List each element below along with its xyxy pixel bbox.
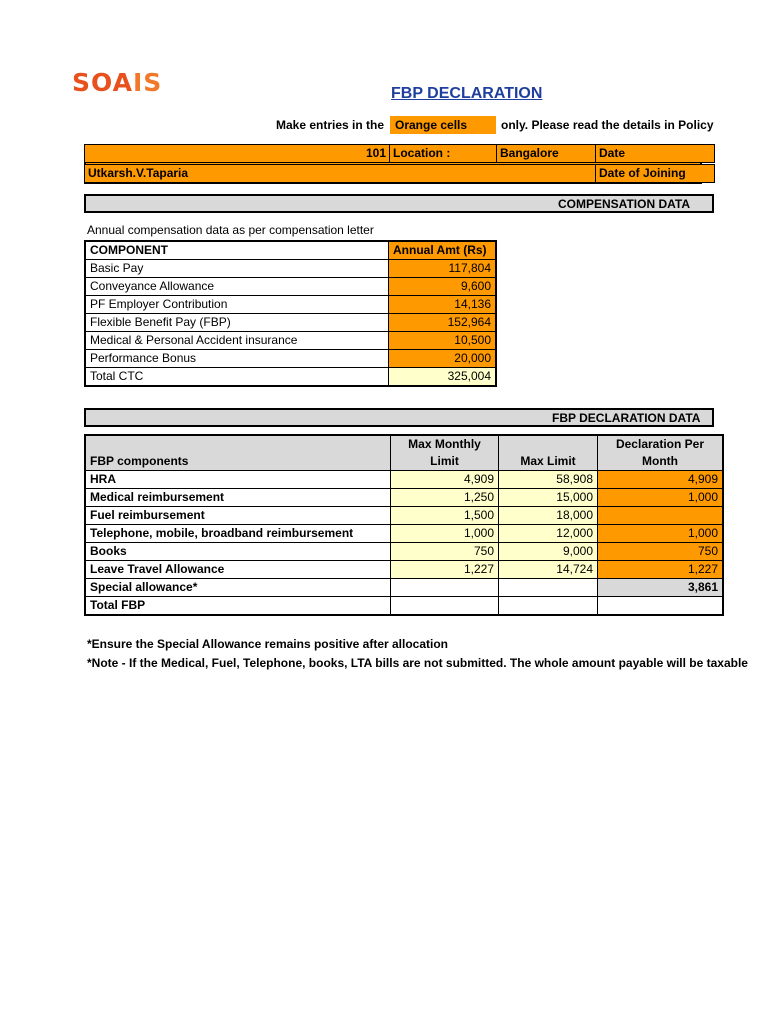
fbp-max-limit: 58,908: [499, 471, 598, 489]
location-value: Bangalore: [500, 146, 559, 160]
total-max-empty: [499, 597, 598, 616]
total-ctc-row: [85, 368, 496, 387]
total-ctc-label: Total CTC: [85, 368, 389, 387]
fbp-max-monthly: 1,227: [391, 561, 499, 579]
max-limit-column-header: Max Limit: [499, 435, 598, 471]
fbp-component-name: Leave Travel Allowance: [85, 561, 391, 579]
component-amount[interactable]: 9,600: [389, 278, 497, 296]
special-max-empty: [499, 579, 598, 597]
soais-logo: [72, 70, 162, 96]
instruction-after: only. Please read the details in Policy: [501, 118, 714, 132]
component-column-header: COMPONENT: [85, 241, 389, 260]
fbp-components-column-header: FBP components: [85, 435, 391, 471]
component-amount[interactable]: 20,000: [389, 350, 497, 368]
employee-id-cell[interactable]: [84, 144, 390, 163]
employee-id: 101: [365, 146, 386, 160]
total-fbp-label: Total FBP: [85, 597, 391, 616]
compensation-table-header: [85, 241, 496, 260]
fbp-component-name: Books: [85, 543, 391, 561]
fbp-header-bar: [84, 408, 714, 427]
fbp-declaration[interactable]: 4,909: [598, 471, 724, 489]
employee-name: Utkarsh.V.Taparia: [88, 166, 189, 180]
component-name: Medical & Personal Accident insurance: [85, 332, 389, 350]
component-amount[interactable]: 117,804: [389, 260, 497, 278]
special-allowance-label: Special allowance*: [85, 579, 391, 597]
table-row: [85, 543, 723, 561]
compensation-note: Annual compensation data as per compensation letter: [87, 223, 374, 237]
fbp-max-limit: 15,000: [499, 489, 598, 507]
table-row: [85, 471, 723, 489]
fbp-declaration[interactable]: 1,000: [598, 525, 724, 543]
instruction-before: Make entries in the: [276, 118, 385, 132]
table-row: [85, 350, 496, 368]
special-allowance-value: 3,861: [598, 579, 724, 597]
fbp-declaration[interactable]: 1,000: [598, 489, 724, 507]
compensation-table: [84, 240, 497, 387]
component-amount[interactable]: 14,136: [389, 296, 497, 314]
location-value-cell[interactable]: [496, 144, 596, 163]
logo-part-1: SOA: [72, 68, 133, 97]
component-name: Basic Pay: [85, 260, 389, 278]
location-label-cell: [389, 144, 497, 163]
instruction-highlight-cell: [390, 116, 496, 134]
total-ctc-amount: 325,004: [389, 368, 497, 387]
fbp-max-limit: 9,000: [499, 543, 598, 561]
max-monthly-line2: Limit: [430, 454, 459, 468]
joining-label: Date of Joining: [599, 166, 686, 180]
date-label: Date: [599, 146, 626, 160]
fbp-component-name: Fuel reimbursement: [85, 507, 391, 525]
table-row: [85, 296, 496, 314]
fbp-max-limit: 18,000: [499, 507, 598, 525]
logo-part-2: IS: [132, 68, 163, 97]
total-monthly-empty: [391, 597, 499, 616]
fbp-max-limit: 14,724: [499, 561, 598, 579]
table-row: [85, 278, 496, 296]
fbp-table: [84, 434, 724, 616]
fbp-max-monthly: 1,000: [391, 525, 499, 543]
fbp-header: FBP DECLARATION DATA: [552, 411, 701, 425]
table-row: [85, 525, 723, 543]
declaration-line1: Declaration Per: [615, 437, 705, 451]
fbp-declaration[interactable]: 750: [598, 543, 724, 561]
location-label: Location :: [393, 146, 451, 160]
total-fbp-row: [85, 597, 723, 616]
annual-amount-column-header: Annual Amt (Rs): [389, 241, 497, 260]
joining-label-cell: [595, 164, 715, 183]
table-row: [85, 332, 496, 350]
special-monthly-empty: [391, 579, 499, 597]
fbp-component-name: Medical reimbursement: [85, 489, 391, 507]
compensation-header: COMPENSATION DATA: [558, 197, 690, 211]
declaration-line2: Month: [642, 454, 678, 468]
table-row: [85, 561, 723, 579]
component-name: Flexible Benefit Pay (FBP): [85, 314, 389, 332]
fbp-declaration[interactable]: 1,227: [598, 561, 724, 579]
fbp-component-name: Telephone, mobile, broadband reimbursement: [85, 525, 391, 543]
fbp-component-name: HRA: [85, 471, 391, 489]
component-name: Performance Bonus: [85, 350, 389, 368]
fbp-max-monthly: 750: [391, 543, 499, 561]
component-name: Conveyance Allowance: [85, 278, 389, 296]
table-row: [85, 260, 496, 278]
declaration-column-header: [598, 435, 724, 471]
employee-name-cell[interactable]: [84, 164, 597, 183]
note-bills-taxable: *Note - If the Medical, Fuel, Telephone, books, LTA bills are not submitted. The whole amount payable will be taxable: [87, 656, 748, 670]
fbp-table-header: [85, 435, 723, 471]
table-row: [85, 507, 723, 525]
component-amount[interactable]: 10,500: [389, 332, 497, 350]
component-name: PF Employer Contribution: [85, 296, 389, 314]
compensation-header-bar: [84, 194, 714, 213]
fbp-max-monthly: 1,250: [391, 489, 499, 507]
total-decl-empty: [598, 597, 724, 616]
date-label-cell: [595, 144, 715, 163]
table-row: [85, 489, 723, 507]
page-title: FBP DECLARATION: [391, 85, 543, 102]
max-monthly-column-header: [391, 435, 499, 471]
fbp-max-limit: 12,000: [499, 525, 598, 543]
fbp-max-monthly: 1,500: [391, 507, 499, 525]
instruction-highlight: Orange cells: [395, 118, 468, 132]
special-allowance-row: [85, 579, 723, 597]
component-amount[interactable]: 152,964: [389, 314, 497, 332]
fbp-max-monthly: 4,909: [391, 471, 499, 489]
table-row: [85, 314, 496, 332]
note-special-allowance: *Ensure the Special Allowance remains positive after allocation: [87, 637, 449, 651]
fbp-declaration[interactable]: [598, 507, 724, 525]
max-monthly-line1: Max Monthly: [408, 437, 481, 451]
